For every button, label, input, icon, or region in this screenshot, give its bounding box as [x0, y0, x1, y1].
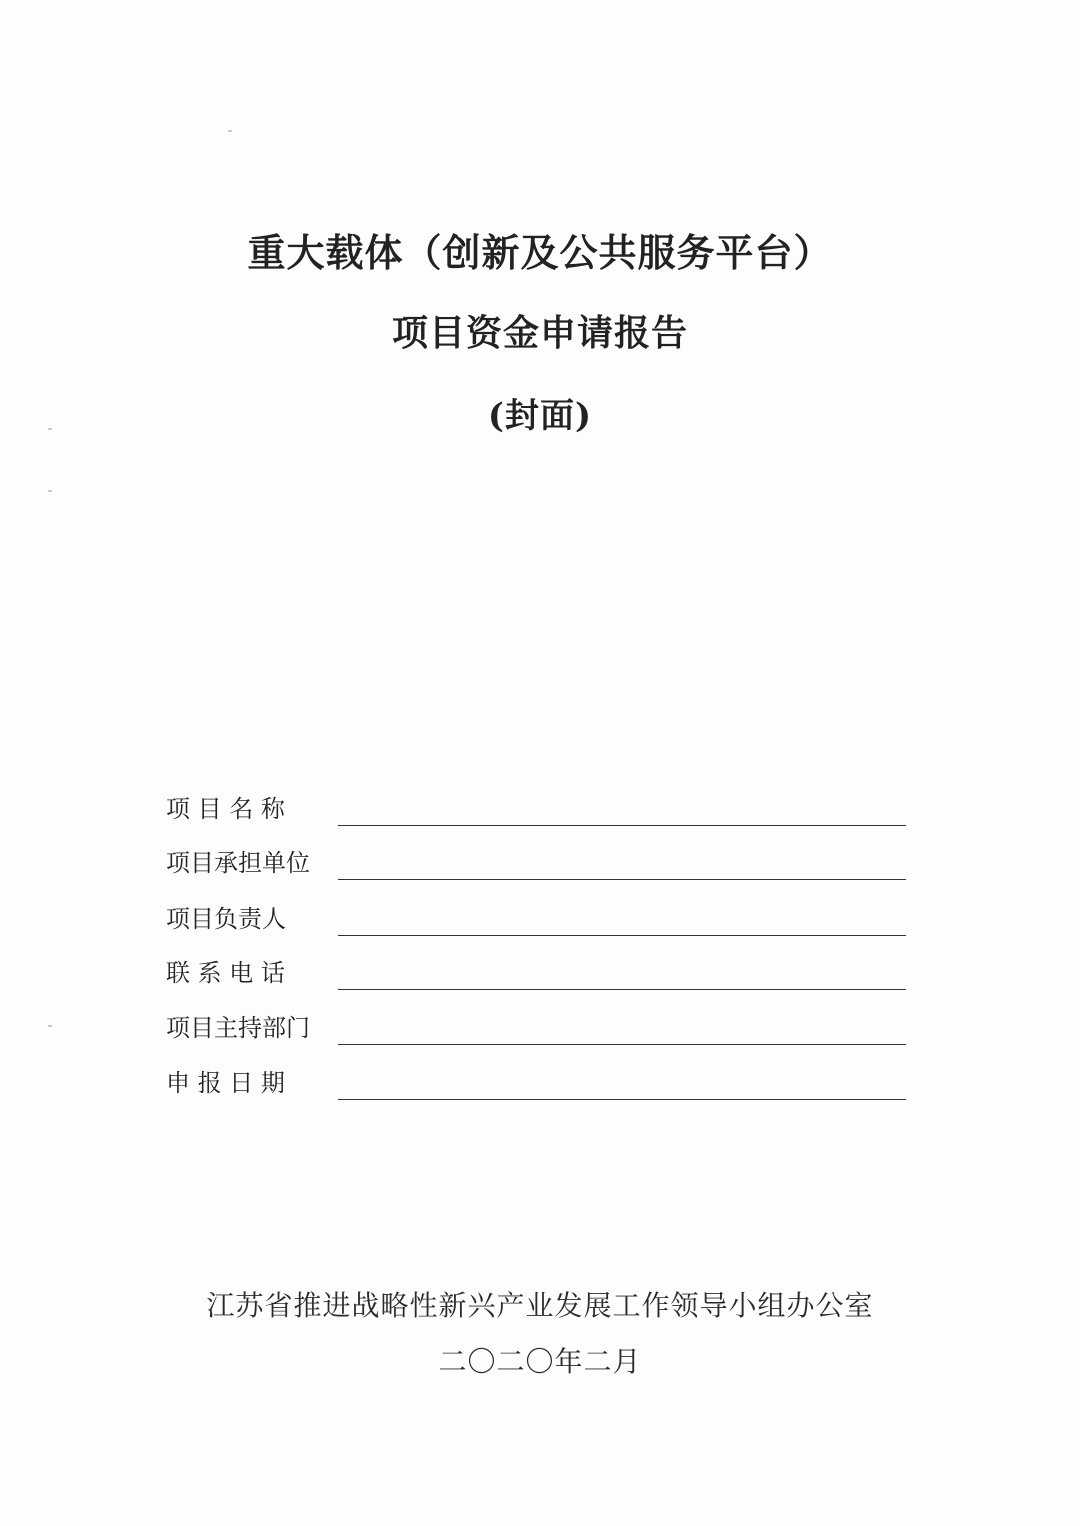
field-blank-line[interactable]: [338, 825, 906, 826]
field-project-name: [166, 792, 906, 828]
field-label: 项目主持部门: [166, 1014, 310, 1042]
field-blank-line[interactable]: [338, 935, 906, 936]
document-subtitle: 项目资金申请报告: [391, 312, 688, 354]
field-blank-line[interactable]: [338, 1099, 906, 1100]
issuing-organization: 江苏省推进战略性新兴产业发展工作领导小组办公室: [206, 1289, 874, 1322]
field-undertaking-unit: [166, 846, 906, 882]
issue-date: 二〇二〇年二月: [438, 1345, 642, 1378]
scan-speck: [228, 130, 232, 132]
field-blank-line[interactable]: [338, 879, 906, 880]
field-blank-line[interactable]: [338, 989, 906, 990]
field-project-leader: [166, 902, 906, 938]
field-label: 联 系 电 话: [166, 959, 285, 987]
field-application-date: [166, 1066, 906, 1102]
field-label: 项目负责人: [166, 905, 286, 933]
field-supervising-dept: [166, 1011, 906, 1047]
scan-speck: [48, 490, 52, 492]
field-blank-line[interactable]: [338, 1044, 906, 1045]
document-title: 重大载体（创新及公共服务平台）: [247, 230, 833, 275]
cover-label: (封面): [487, 396, 593, 436]
field-label: 项目承担单位: [166, 849, 310, 877]
field-label: 申 报 日 期: [166, 1069, 285, 1097]
field-label: 项 目 名 称: [166, 795, 285, 823]
field-contact-phone: [166, 956, 906, 992]
scan-speck: [48, 1025, 52, 1027]
